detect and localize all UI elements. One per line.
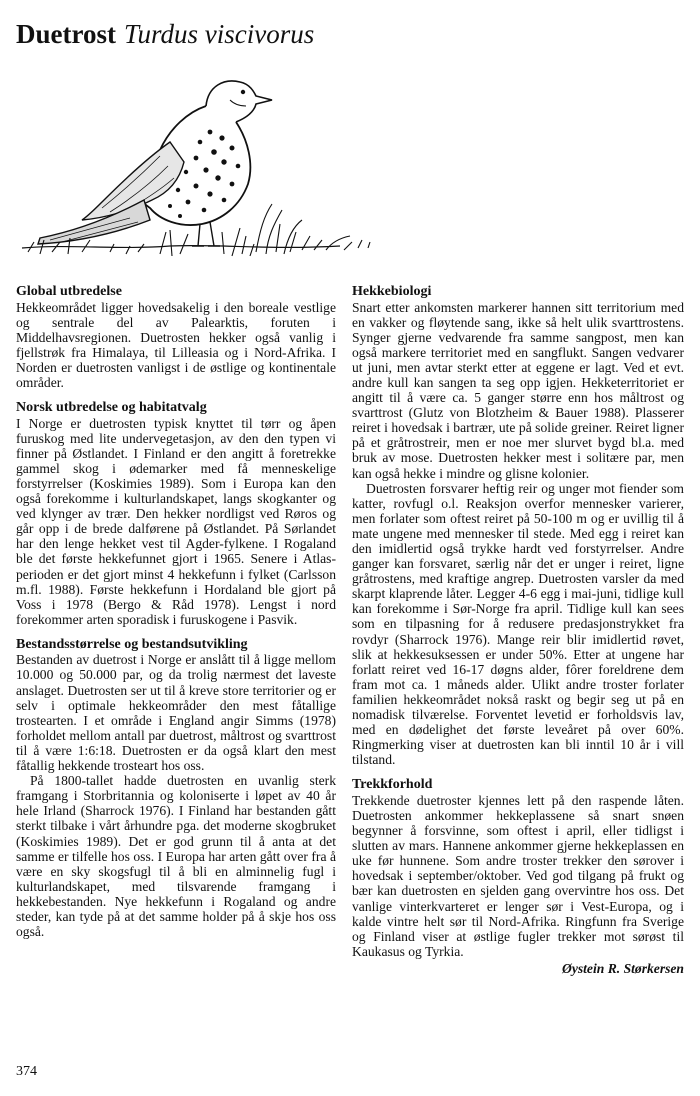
paragraph-norwegian-distribution: I Norge er duetrosten typisk knyttet til tørr og åpen furuskog med lite undervegetasjon, av den den typen vi finner på Østlandet. I Finland er den angitt å foretrekke gammel skog i ødemarker med få menneskelige forstyrrelser (Koskimies 1989). Som i Europa kan den også forekomme i kulturlandskapet, langs skogkanter og ved klynger av trær. Den hekker nordligst ved Røros og går opp i de brede dalførene på Østlandet. På Sørlandet har den lenge hekket vest til Agder-fylkene. I Rogaland ble det første hekkefunnet gjort i 1965. Senere i Atlas-perioden er det gjort minst 4 hekkefunn i fylket (Carlsson m.fl. 1988). Første hekkefunn i Hordaland ble gjort på Voss i 1978 (Bergo & Råd 1978). Lengst i nord forekommer arten sporadisk i furuskogene i Pasvik. bbox=[16, 415, 336, 627]
right-column bbox=[352, 284, 684, 976]
paragraph-global-distribution: Hekkeområdet ligger hovedsakelig i den boreale vestlige og sentrale del av Palearktis, foruten i Middelhavsregionen. Duetrosten hekker også vanlig i fjellstrøk fra Himalaya, til Lilleasia og i Nord-Afrika. I Norden er duetrosten vanligst i de østlige og kontinentale områder. bbox=[16, 299, 336, 390]
heading-population: Bestandsstørrelse og bestandsutvikling bbox=[16, 636, 248, 652]
paragraph-breeding-2: Duetrosten forsvarer heftig reir og unger mot fiender som katter, rovfugl o.l. Reaksjon overfor mennesker varierer, men forlater som oftest reiret på 50-100 m og er uvillig til å mate ungene med mennesker til stede. Med egg i reiret kan den imidlertid også trykke hardt ved forstyrrelser. Andre ganger kan forsvaret, særlig når det er unger i reiret, ligne gråtrostens, med kraftige angrep. Duetrosten varsler da med skarpt klaprende låter. Legger 4-6 egg i mai-juni, tidlige kull kan forekomme i Sør-Norge fra april. Tidlige kull kan sees som en tilpasning for å redusere predasjonstrykket fra rovdyr (Sharrock 1976). Mange reir blir imidlertid røvet, slik at hekkesuksessen er under 50%. Etter at ungene har forlatt reiret ved 16-17 døgns alder, fôrer foreldrene dem fram mot ca. 1 måneds alder. Ulikt andre troster forlater familien hekkeområdet nokså raskt og begir seg ut på en nomadisk tilværelse. Forventet levetid er forholdsvis lav, med en dødelighet det første leveåret på over 60%. Ringmerking viser at duetrosten kan bli inntil 10 år i vill tilstand. bbox=[352, 480, 684, 768]
mistle-thrush-drawing-icon bbox=[10, 60, 380, 274]
species-title bbox=[16, 18, 314, 50]
species-latin-name: Turdus viscivorus bbox=[123, 19, 315, 49]
page-number: 374 bbox=[16, 1064, 37, 1079]
paragraph-breeding-1: Snart etter ankomsten markerer hannen sitt territorium med en vakker og fløytende sang, ikke så helt ulik svarttrostens. Synger gjerne vedvarende fra samme sangpost, men kan også markere territoriet med en sangflukt. Sangen vedvarer ut juni, men avtar sterkt etter at eggene er lagt. Ved et evt. andre kull kan sangen ta seg opp igjen. Hekketerritoriet er angitt til å være ca. 5 ganger større enn hos måltrost og svarttrost (Glutz von Blotzheim & Bauer 1988). Plasserer reiret i hovedsak i bartrær, ute på solide greiner. Reiret ligner på et gråtrostreir, men er noe mer slurvet bygd bl.a. med bruk av mose. Duetrosten hekker mest i solitære par, men kan også hekke i mindre og glisne kolonier. bbox=[352, 299, 684, 481]
heading-migration: Trekkforhold bbox=[352, 777, 433, 793]
heading-norwegian-distribution: Norsk utbredelse og habitatvalg bbox=[16, 400, 207, 416]
author-signature: Øystein R. Størkersen bbox=[562, 960, 684, 976]
heading-global-distribution: Global utbredelse bbox=[16, 284, 122, 299]
paragraph-population-1: Bestanden av duetrost i Norge er anslått til å ligge mellom 10.000 og 50.000 par, og da trolig nærmest det laveste anslaget. Duetrosten ser ut til å kreve store territorier og er selv i optimale hekkeområder den mest fåtallige trostearten. I et område i England angir Simms (1978) forholdet mellom antall par duetrost, måltrost og svarttrost til å være 1:6:18. Duetrosten er da også klart den mest fåtallig hekkende trosteart hos oss. bbox=[16, 652, 336, 774]
species-norwegian-name: Duetrost bbox=[16, 19, 116, 49]
paragraph-migration: Trekkende duetroster kjennes lett på den raspende låten. Duetrosten ankommer hekkeplassene så snart snøen begynner å forsvinne, som oftest i april, eller tidligst i slutten av mars. Hannene ankommer gjerne hekkeplassen en uke før hunnene. Som andre troster trekker den sørover i hovedsak i september/oktober. Ved god tilgang på frukt og bær kan duetrosten en sjelden gang overvintre hos oss. Det vanlige vinterkvarteret er lenger sør i Vest-Europa, og i kalde vintre helt sør til Nord-Afrika. Ringfunn fra Sverige og Finland viser at østlige fugler trekker mot sørøst til Kaukasus og Tyrkia. bbox=[352, 792, 684, 959]
left-column bbox=[16, 284, 336, 949]
paragraph-population-2: På 1800-tallet hadde duetrosten en uvanlig sterk framgang i Storbritannia og koloniserte i løpet av 40 år hele Irland (Sharrock 1976). I Finland har bestanden gått sterkt tilbake i vårt århundre pga. det moderne skogbruket (Koskimies 1989). Det er god grunn til å anta at det samme er tilfelle hos oss. I Europa har arten gått over fra å være en sky skogsfugl til å bli en alminnelig fugl i kulturlandskapet, med tilsvarende framgang i hekkebestanden. Nye hekkefunn i Rogaland og andre steder, kan tyde på at det samme holder på å skje hos oss også. bbox=[16, 773, 336, 940]
heading-breeding-biology: Hekkebiologi bbox=[352, 284, 432, 299]
